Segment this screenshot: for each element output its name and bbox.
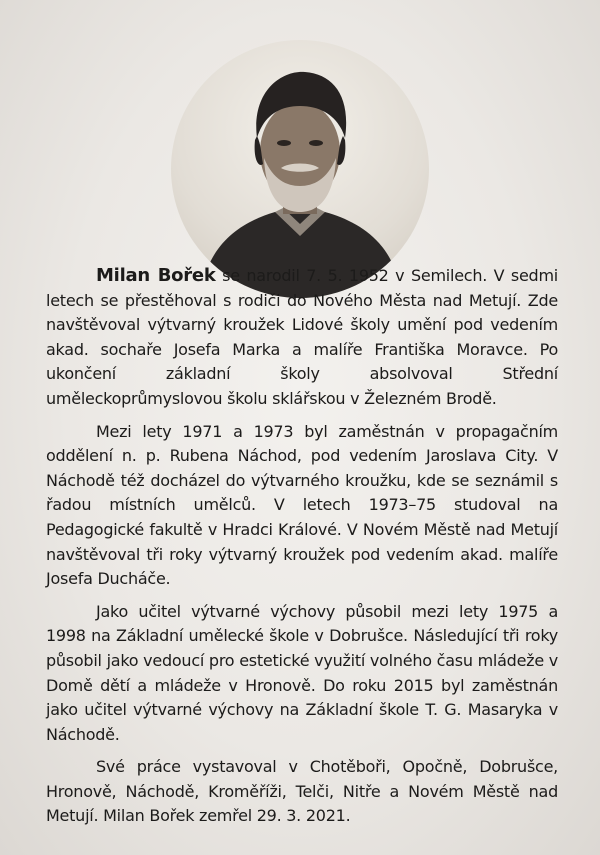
person-name: Milan Bořek <box>96 265 216 286</box>
portrait-figure <box>171 40 429 298</box>
bio-paragraph-2: Mezi lety 1971 a 1973 byl zaměstnán v propagačním oddělení n. p. Rubena Náchod, pod vedením Jaroslava City. V Náchodě též docházel do výtvarného kroužku, kde se seznámil s řadou místních umělců. V letech 1973–75 studoval na Pedagogické fakultě v Hradci Králové. V Novém Městě nad Metují navštěvoval tři roky výtvarný kroužek pod vedením akad. malíře Josefa Ducháče. <box>46 421 558 589</box>
bio-paragraph-3: Jako učitel výtvarné výchovy působil mezi lety 1975 a 1998 na Základní umělecké škole v Dobrušce. Následující tři roky působil jako vedoucí pro estetické využití volného času mládeže v Domě dětí a mládeže v Hronově. Do roku 2015 byl zaměstnán jako učitel výtvarné výchovy na Základní škole T. G. Masaryka v Náchodě. <box>46 601 558 744</box>
bio-paragraph-1 <box>46 264 558 412</box>
biography-text <box>46 264 558 837</box>
bio-paragraph-1-text: se narodil 7. 5. 1952 v Semilech. V sedmi letech se přestěhoval s rodiči do Nového Města nad Metují. Zde navštěvoval výtvarný kroužek Lidové školy umění pod vedením akad. sochaře Josefa Marka a malíře Františka Moravce. Po ukončení základní školy absolvoval Střední uměleckoprůmyslovou školu sklářskou v Železném Brodě. <box>46 266 558 408</box>
portrait-photo <box>171 40 429 298</box>
bio-paragraph-4: Své práce vystavoval v Chotěboři, Opočně, Dobrušce, Hronově, Náchodě, Kroměříži, Telči, Nitře a Novém Městě nad Metují. Milan Bořek zemřel 29. 3. 2021. <box>46 757 558 826</box>
